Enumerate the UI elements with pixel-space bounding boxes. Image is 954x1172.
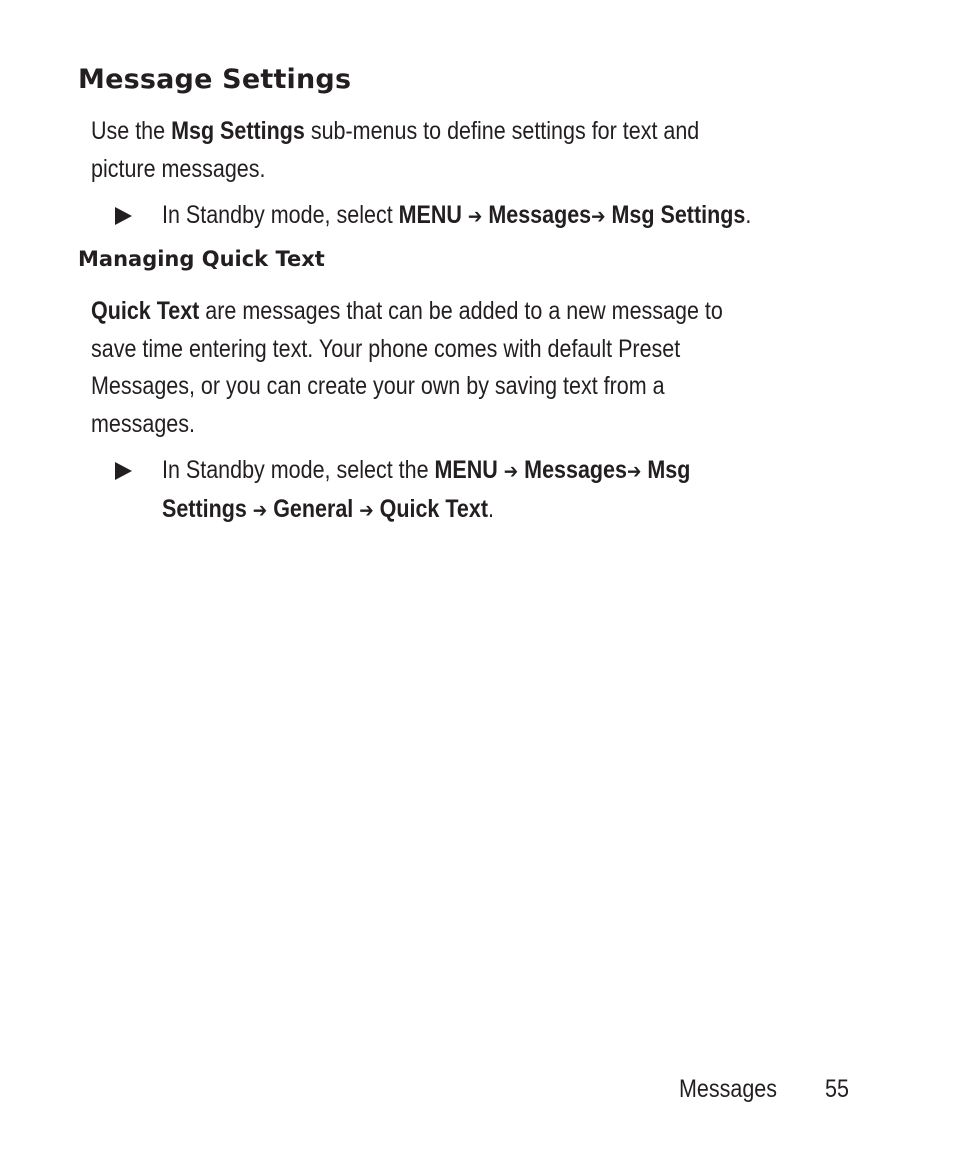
- step-2-settings: Settings: [162, 494, 247, 523]
- arrow-icon: ➔: [252, 497, 268, 522]
- intro-msg-settings: Msg Settings: [171, 117, 305, 145]
- step-1-messages: Messages: [488, 201, 592, 229]
- arrow-icon: ➔: [467, 204, 483, 228]
- step-2-msg: Msg: [647, 456, 691, 484]
- intro-paragraph: [91, 113, 699, 188]
- step-2-quick-text: Quick Text: [379, 494, 488, 523]
- step-2-lead: In Standby mode, select the: [162, 456, 435, 484]
- quick-text-line-2: save time entering text. Your phone comes with default Preset: [91, 334, 681, 363]
- subheading: Managing Quick Text: [78, 247, 325, 271]
- footer-section-name: Messages: [679, 1075, 777, 1103]
- arrow-icon: ➔: [626, 459, 642, 483]
- page-number: 55: [825, 1075, 849, 1103]
- quick-text-line-4: messages.: [91, 409, 195, 438]
- intro-line-2: picture messages.: [91, 154, 266, 183]
- quick-text-paragraph: [91, 293, 723, 443]
- step-2-text: [162, 452, 690, 529]
- page-title: Message Settings: [78, 64, 352, 95]
- step-1-lead: In Standby mode, select: [162, 201, 399, 229]
- arrow-icon: ➔: [503, 459, 519, 483]
- intro-text-2: sub-menus to define settings for text and: [304, 117, 700, 145]
- quick-text-line-1: are messages that can be added to a new message to: [199, 297, 723, 325]
- step-2-period: .: [487, 494, 494, 523]
- triangle-bullet-icon: [112, 459, 134, 483]
- intro-text-1: Use the: [91, 117, 172, 145]
- arrow-icon: ➔: [591, 204, 606, 228]
- step-2-menu: MENU: [434, 456, 498, 484]
- arrow-icon: ➔: [359, 497, 374, 522]
- triangle-bullet-icon: [112, 204, 134, 228]
- quick-text-term: Quick Text: [91, 297, 200, 325]
- quick-text-line-3: Messages, or you can create your own by saving text from a: [91, 372, 665, 400]
- step-1-period: .: [745, 201, 752, 229]
- step-1-menu: MENU: [398, 201, 462, 229]
- step-1-text: [162, 197, 751, 236]
- step-2-general: General: [273, 494, 354, 523]
- step-2-messages: Messages: [524, 456, 627, 484]
- step-1-msg-settings: Msg Settings: [611, 201, 746, 229]
